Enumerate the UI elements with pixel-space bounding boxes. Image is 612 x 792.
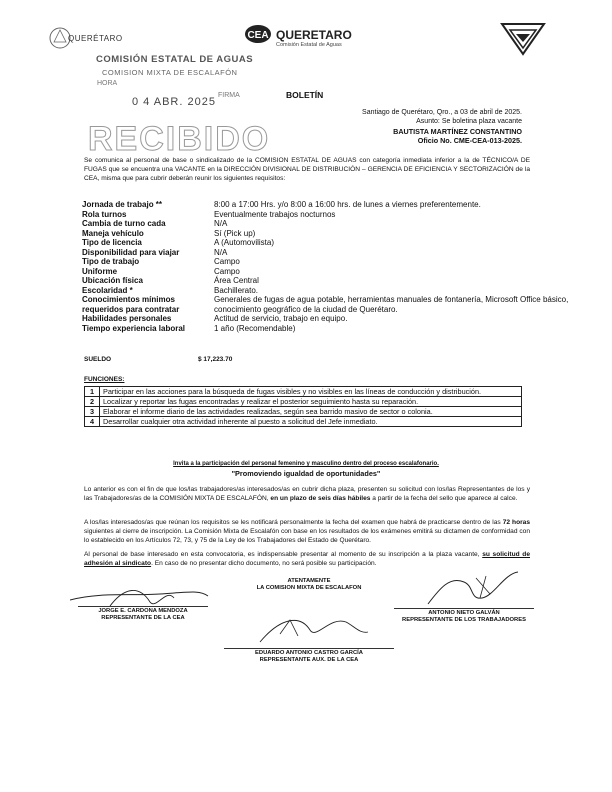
requirement-value: 8:00 a 17:00 Hrs. y/o 8:00 a 16:00 hrs. de lunes a viernes preferentemente.	[214, 200, 481, 209]
requirement-row	[82, 314, 612, 324]
requirement-label: Habilidades personales	[82, 314, 172, 323]
requirement-row	[82, 324, 612, 334]
signature-castro	[250, 612, 370, 648]
requirement-value: Campo	[214, 257, 240, 266]
function-text: Desarrollar cualquier otra actividad inherente al puesto a solicitud del Jefe inmediato.	[100, 417, 522, 427]
function-row	[85, 397, 522, 407]
signatory-name: JORGE E. CARDONA MENDOZA	[98, 608, 188, 614]
exam-paragraph	[84, 519, 530, 545]
closing-block	[224, 578, 394, 592]
signatory-role: REPRESENTANTE DE LA CEA	[101, 615, 185, 621]
dateline: Santiago de Querétaro, Qro., a 03 de abril de 2025.	[362, 109, 522, 116]
requirement-label: Tipo de licencia	[82, 238, 142, 247]
requirement-label: Maneja vehículo	[82, 228, 144, 238]
requirement-row	[82, 200, 612, 210]
deadline-paragraph	[84, 486, 530, 504]
requirement-label: Escolaridad *	[82, 285, 133, 295]
paragraph-text: Al personal de base interesado en esta convocatoria, es indispensable presentar al momento de su inscripción a la plaza vacante,	[84, 551, 483, 558]
stamp-recibido: RECIBIDO	[88, 120, 271, 158]
union-requirement-emphasis: su solicitud de adhesión al sindicato	[84, 551, 530, 567]
stamp-hora-label: HORA	[97, 80, 118, 87]
function-text: Localizar y reportar las fugas encontradas y realizar el posterior seguimiento hasta su reparación.	[100, 397, 522, 407]
salary-label: SUELDO	[84, 356, 112, 363]
stamp-date: 0 4 ABR. 2025	[132, 96, 216, 108]
cea-logo-subtitle: Comisión Estatal de Aguas	[276, 42, 342, 48]
requirement-row	[82, 295, 612, 314]
requirement-row	[82, 238, 612, 248]
union-paragraph	[84, 551, 530, 569]
oficio-number: Oficio No. CME-CEA-013-2025.	[417, 136, 522, 145]
requirement-value: N/A	[214, 219, 228, 228]
invitation-note: Invita a la participación del personal femenino y masculino dentro del proceso escalafonario.	[173, 461, 439, 467]
stamp-org: COMISIÓN ESTATAL DE AGUAS	[96, 54, 254, 65]
requirement-row	[82, 219, 612, 229]
requirement-row	[82, 210, 612, 220]
stepe-union-logo	[498, 20, 548, 56]
document-title: BOLETÍN	[286, 90, 324, 100]
salary-value: $ 17,223.70	[198, 356, 233, 363]
signature-line	[224, 648, 394, 649]
gov-logo-text: QUERÉTARO	[68, 34, 123, 43]
requirement-label: Tiempo experiencia laboral	[82, 323, 186, 333]
addressee-name: BAUTISTA MARTÍNEZ CONSTANTINO	[393, 127, 522, 136]
function-text: Elaborar el informe diario de las actividades realizadas, según sea barrido masivo de sector o colonia.	[100, 407, 522, 417]
equality-motto: "Promoviendo igualdad de oportunidades"	[231, 469, 381, 478]
function-row	[85, 387, 522, 397]
functions-heading: FUNCIONES:	[84, 376, 125, 383]
requirement-label: Tipo de trabajo	[82, 257, 140, 266]
requirement-value: Bachillerato.	[214, 285, 259, 295]
intro-paragraph: Se comunica al personal de base o sindicalizado de la COMISION ESTATAL DE AGUAS con categoría inmediata inferior a la de TÉCNICO/A DE FUGAS que se encuentra una VACANTE en la DIRECCIÓN DIVISIONAL DE DISTRIBUCIÓN – GERENCIA DE EFICIENCIA Y SECTORIZACIÓN de la CEA, misma que para cubrir deberán reunir los siguientes requisitos:	[84, 157, 530, 182]
signatory-cardona	[78, 606, 208, 622]
paragraph-text: siguientes al cierre de inscripción. La Comisión Mixta de Escalafón con base en los resultados de los exámenes emitirá su dictamen de conformidad con lo establecido en los Artículos 72, 73, y 75 de la Ley de los Trabajadores del Estado de Querétaro.	[84, 527, 530, 544]
function-number: 3	[85, 407, 100, 417]
requirement-value: Actitud de servicio, trabajo en equipo.	[214, 314, 348, 323]
function-number: 2	[85, 397, 100, 407]
requirement-row	[82, 248, 612, 258]
function-row	[85, 417, 522, 427]
requirement-value: N/A	[214, 247, 228, 257]
closing-word: ATENTAMENTE	[287, 578, 331, 584]
paragraph-text: a partir de la fecha del sello que aparece al calce.	[370, 494, 518, 502]
signature-nieto	[420, 568, 540, 608]
signature-line	[394, 608, 534, 609]
subject-line: Asunto: Se boletina plaza vacante	[416, 118, 522, 125]
requirement-row	[82, 267, 612, 277]
requirement-value: Generales de fugas de agua potable, herramientas manuales de fontanería, Microsoft Office básico, conocimiento geográfico de la ciudad de Querétaro.	[214, 295, 569, 314]
function-text: Participar en las acciones para la búsqueda de fugas visibles y no visibles en las líneas de conducción y distribución.	[100, 387, 522, 397]
function-row	[85, 407, 522, 417]
requirement-row	[82, 276, 612, 286]
deadline-emphasis: en un plazo de seis días hábiles	[270, 494, 371, 502]
requirement-label: Uniforme	[82, 266, 118, 276]
requirement-value: Área Central	[214, 276, 259, 285]
paragraph-text: Lo anterior es con el fin de que los/las trabajadores/as interesados/as en cubrir dicha plaza, presenten su solicitud con los/las Representantes de los y las Trabajadores/as de la COMISIÓN MIXTA DE ESCALAFÓN,	[84, 486, 530, 502]
requirement-label: Cambia de turno cada	[82, 219, 166, 228]
stamp-commission: COMISION MIXTA DE ESCALAFÓN	[102, 68, 238, 77]
requirement-value: Sí (Pick up)	[214, 228, 256, 238]
hours-emphasis: 72 horas	[502, 519, 530, 526]
requirement-row	[82, 286, 612, 296]
functions-table	[84, 386, 522, 427]
function-number: 4	[85, 417, 100, 427]
cea-logo-text: QUERETARO	[276, 28, 352, 42]
signature-line	[78, 606, 208, 607]
signatory-nieto	[394, 608, 534, 624]
function-number: 1	[85, 387, 100, 397]
paragraph-text: A los/las interesados/as que reúnan los requisitos se les notificará personalmente la fecha del examen que habrá de practicarse dentro de las	[84, 519, 503, 526]
signatory-role: REPRESENTANTE AUX. DE LA CEA	[259, 657, 359, 663]
requirement-row	[82, 257, 612, 267]
requirement-value: 1 año (Recomendable)	[214, 323, 296, 333]
requirement-label: Rola turnos	[82, 209, 127, 219]
requirement-label: Ubicación física	[82, 276, 143, 285]
requirement-row	[82, 229, 612, 239]
signatory-name: EDUARDO ANTONIO CASTRO GARCÍA	[255, 650, 363, 656]
requirements-table	[82, 200, 612, 333]
requirement-label: Conocimientos mínimos requeridos para contratar	[82, 295, 180, 314]
signatory-name: ANTONIO NIETO GALVÁN	[428, 610, 500, 616]
requirement-value: A (Automovilista)	[214, 238, 275, 247]
stamp-firma-label: FIRMA	[218, 92, 240, 99]
requirement-label: Jornada de trabajo **	[82, 200, 163, 209]
requirement-label: Disponibilidad para viajar	[82, 247, 180, 257]
svg-text:CEA: CEA	[247, 30, 269, 41]
signatory-castro	[224, 648, 394, 664]
requirement-value: Eventualmente trabajos nocturnos	[214, 209, 336, 219]
paragraph-text: . En caso de no presentar dicho documento, no será posible su participación.	[151, 559, 377, 567]
signatory-role: REPRESENTANTE DE LOS TRABAJADORES	[402, 617, 526, 623]
closing-commission: LA COMISION MIXTA DE ESCALAFON	[256, 585, 362, 591]
cea-logo-icon	[244, 24, 274, 44]
requirement-value: Campo	[214, 266, 240, 276]
